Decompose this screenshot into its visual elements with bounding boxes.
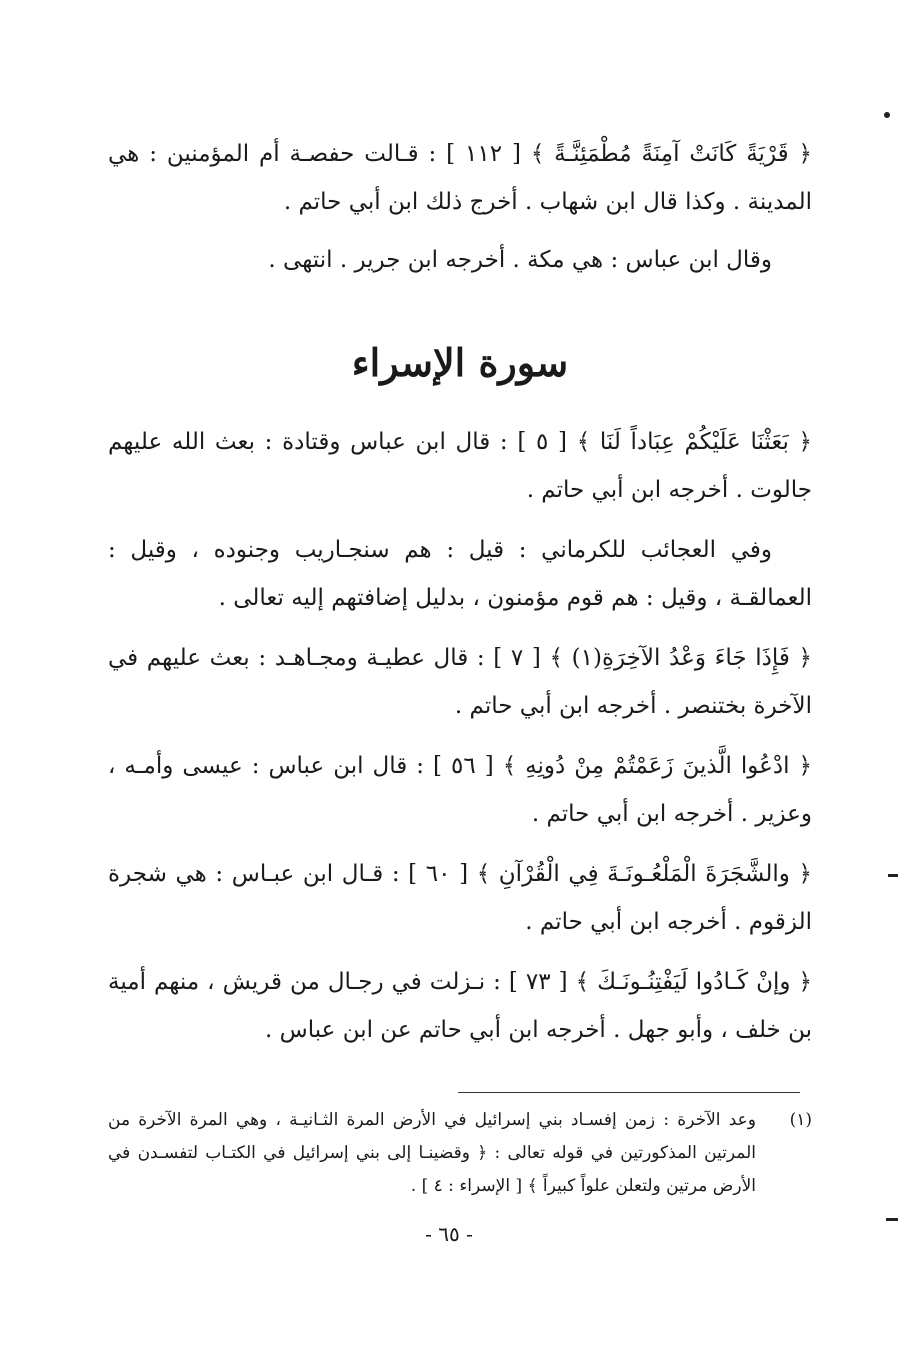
margin-tick-middle xyxy=(888,874,898,877)
paragraph-ibn-abbas: وقال ابن عباس : هي مكة . أخرجه ابن جرير . انتهى . xyxy=(268,247,772,273)
entry-verse-73: ﴿ وإنْ كَـادُوا لَيَفْتِنُـونَـكَ ﴾ [ ٧٣ ] : نـزلت في رجـال من قريش ، منهم أمية بن خلف ، وأبو جهل . أخرجه ابن أبي حاتم عن ابن عباس . xyxy=(108,969,812,1043)
entry-verse-5: ﴿ بَعَثْنَا عَلَيْكُمْ عِبَاداً لَنَا ﴾ [ ٥ ] : قال ابن عباس وقتادة : بعث الله عليهم جالوت . أخرجه ابن أبي حاتم . xyxy=(108,429,813,503)
entry-verse-60: ﴿ والشَّجَرَةَ الْمَلْعُـونَـةَ فِي الْقُرْآنِ ﴾ [ ٦٠ ] : قـال ابن عبـاس : هي شجرة الزقوم . أخرجه ابن أبي حاتم . xyxy=(108,861,812,935)
entries-section xyxy=(108,418,812,1054)
footnote-divider xyxy=(458,1092,800,1093)
surah-title: سورة الإسراء xyxy=(351,340,569,385)
top-section xyxy=(108,130,812,284)
entry-verse-7: ﴿ فَإِذَا جَاءَ وَعْدُ الآخِرَةِ(١) ﴾ [ ٧ ] : قال عطيـة ومجـاهـد : بعث عليهم في الآخرة بختنصر . أخرجه ابن أبي حاتم . xyxy=(108,645,813,719)
paragraph-hafsa: ﴿ قَرْيَةً كَانَتْ آمِنَةً مُطْمَئِنَّـةً ﴾ [ ١١٢ ] : قـالت حفصـة أم المؤمنين : هي المدينة . وكذا قال ابن شهاب . أخرج ذلك ابن أبي حاتم . xyxy=(108,141,812,215)
page-number: - ٦٥ - xyxy=(425,1222,473,1246)
entry-verse-56: ﴿ ادْعُوا الَّذينَ زَعَمْتُمْ مِنْ دُونِهِ ﴾ [ ٥٦ ] : قال ابن عباس : عيسى وأمـه ، وعزير . أخرجه ابن أبي حاتم . xyxy=(108,753,812,827)
footnote xyxy=(108,1104,812,1203)
entry-karmani: وفي العجائب للكرماني : قيل : هم سنجـاريب وجنوده ، وقيل : العمالقـة ، وقيل : هم قوم مؤمنون ، بدليل إضافتهم إليه تعالى . xyxy=(108,537,812,611)
margin-dot xyxy=(884,112,890,118)
margin-tick-bottom xyxy=(886,1218,898,1221)
footnote-mark: (١) xyxy=(789,1110,812,1130)
footnote-text: وعد الآخرة : زمن إفسـاد بني إسرائيل في الأرض المرة الثـانيـة ، وهي المرة الآخرة من المرتين المذكورتين في قوله تعالى : ﴿ وقضينـا إلى بني إسرائيل في الكتـاب لتفسـدن في الأرض مرتين ولتعلن علواً كبيراً ﴾ [ الإسراء : ٤ ] . xyxy=(108,1110,756,1196)
